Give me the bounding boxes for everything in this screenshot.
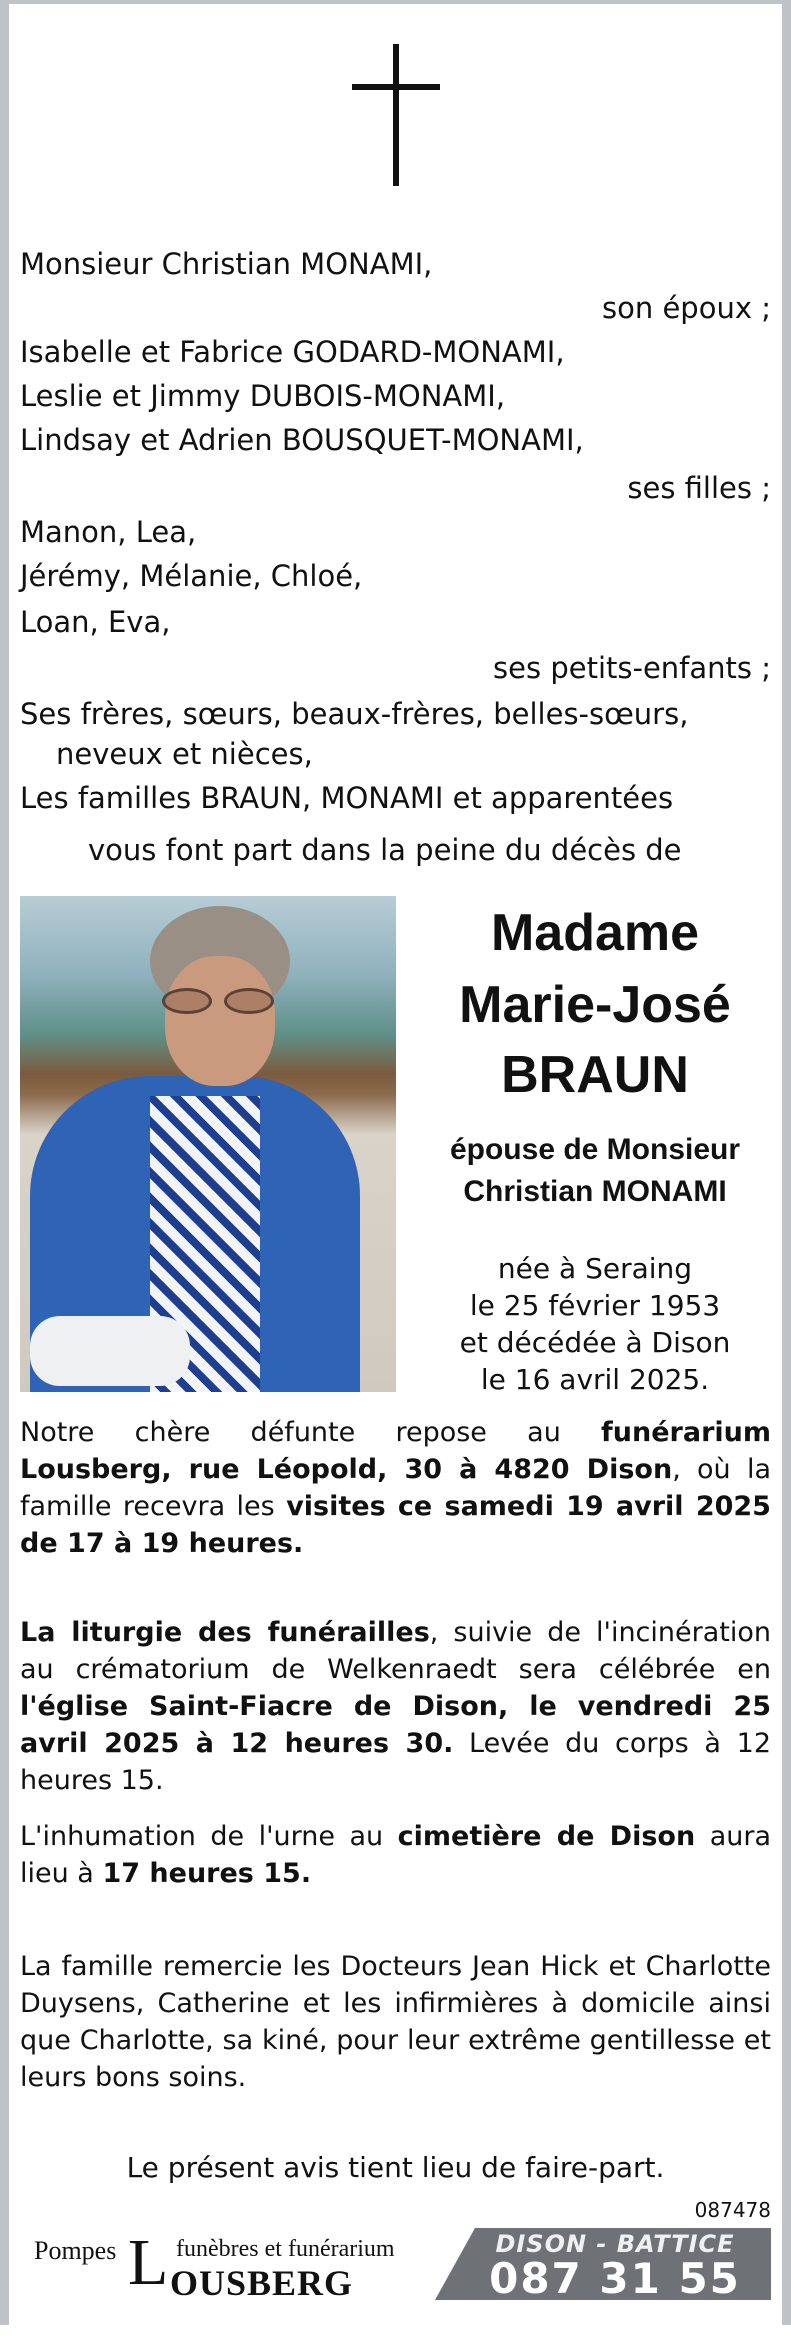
grandchildren-role: ses petits-enfants ;	[493, 651, 771, 685]
spouse-line: épouse de Monsieur	[449, 1133, 741, 1166]
husband-role: son époux ;	[602, 291, 771, 325]
closing-line: Le présent avis tient lieu de faire-part.	[126, 2151, 665, 2184]
grandchildren-line: Jérémy, Mélanie, Chloé,	[20, 559, 363, 593]
siblings-line: Ses frères, sœurs, beaux-frères, belles-sœurs,	[20, 697, 689, 731]
deceased-last-name: BRAUN	[501, 1046, 689, 1104]
paragraph-thanks: La famille remercie les Docteurs Jean Hick et Charlotte Duysens, Catherine et les infirmières à domicile ainsi que Charlotte, sa kiné, pour leur extrême gentillesse et leurs bons soins.	[20, 1951, 771, 2093]
footer-location: DISON - BATTICE	[495, 2230, 735, 2258]
footer-brand: OUSBERG	[170, 2263, 354, 2303]
deceased-title: Madame	[490, 904, 700, 962]
funeral-home-banner	[20, 2226, 771, 2352]
paragraph-burial: L'inhumation de l'urne au cimetière de Dison aura lieu à 17 heures 15.	[20, 1821, 771, 1889]
paragraph-liturgy: La liturgie des funérailles, suivie de l'incinération au crématorium de Welkenraedt sera célébrée en l'église Saint-Fiacre de Dison, le vendredi 25 avril 2025 à 12 heures 30. Levée du corps à 12 heures 15.	[20, 1617, 771, 1796]
footer-pompes: Pompes	[34, 2236, 117, 2265]
daughters-role: ses filles ;	[627, 471, 771, 505]
spouse-name: Christian MONAMI	[463, 1175, 727, 1208]
birth-place: née à Seraing	[497, 1252, 693, 1285]
paragraph-visitation: Notre chère défunte repose au funérarium Lousberg, rue Léopold, 30 à 4820 Dison, où la famille recevra les visites ce samedi 19 avril 2025 de 17 à 19 heures.	[20, 1417, 771, 1559]
announce-line: vous font part dans la peine du décès de	[88, 833, 682, 867]
families-line: Les familles BRAUN, MONAMI et apparentées	[20, 781, 674, 815]
cross-icon	[352, 44, 440, 186]
husband-name: Monsieur Christian MONAMI,	[20, 247, 433, 281]
grandchildren-line: Manon, Lea,	[20, 515, 197, 549]
birth-date: le 25 février 1953	[469, 1289, 721, 1322]
death-date: le 16 avril 2025.	[480, 1363, 710, 1396]
footer-subtitle: funèbres et funérarium	[176, 2236, 395, 2262]
daughter-line: Isabelle et Fabrice GODARD-MONAMI,	[20, 335, 565, 369]
footer-phone: 087 31 55 55	[489, 2254, 741, 2352]
grandchildren-line: Loan, Eva,	[20, 605, 171, 639]
portrait-photo	[20, 896, 396, 1392]
daughter-line: Leslie et Jimmy DUBOIS-MONAMI,	[20, 379, 506, 413]
siblings-line-2: neveux et nièces,	[56, 737, 313, 771]
death-place: et décédée à Dison	[459, 1326, 731, 1359]
deceased-first-name: Marie-José	[459, 976, 731, 1034]
reference-number: 087478	[694, 2198, 771, 2222]
daughter-line: Lindsay et Adrien BOUSQUET-MONAMI,	[20, 423, 584, 457]
footer-big-letter: L	[128, 2226, 169, 2299]
